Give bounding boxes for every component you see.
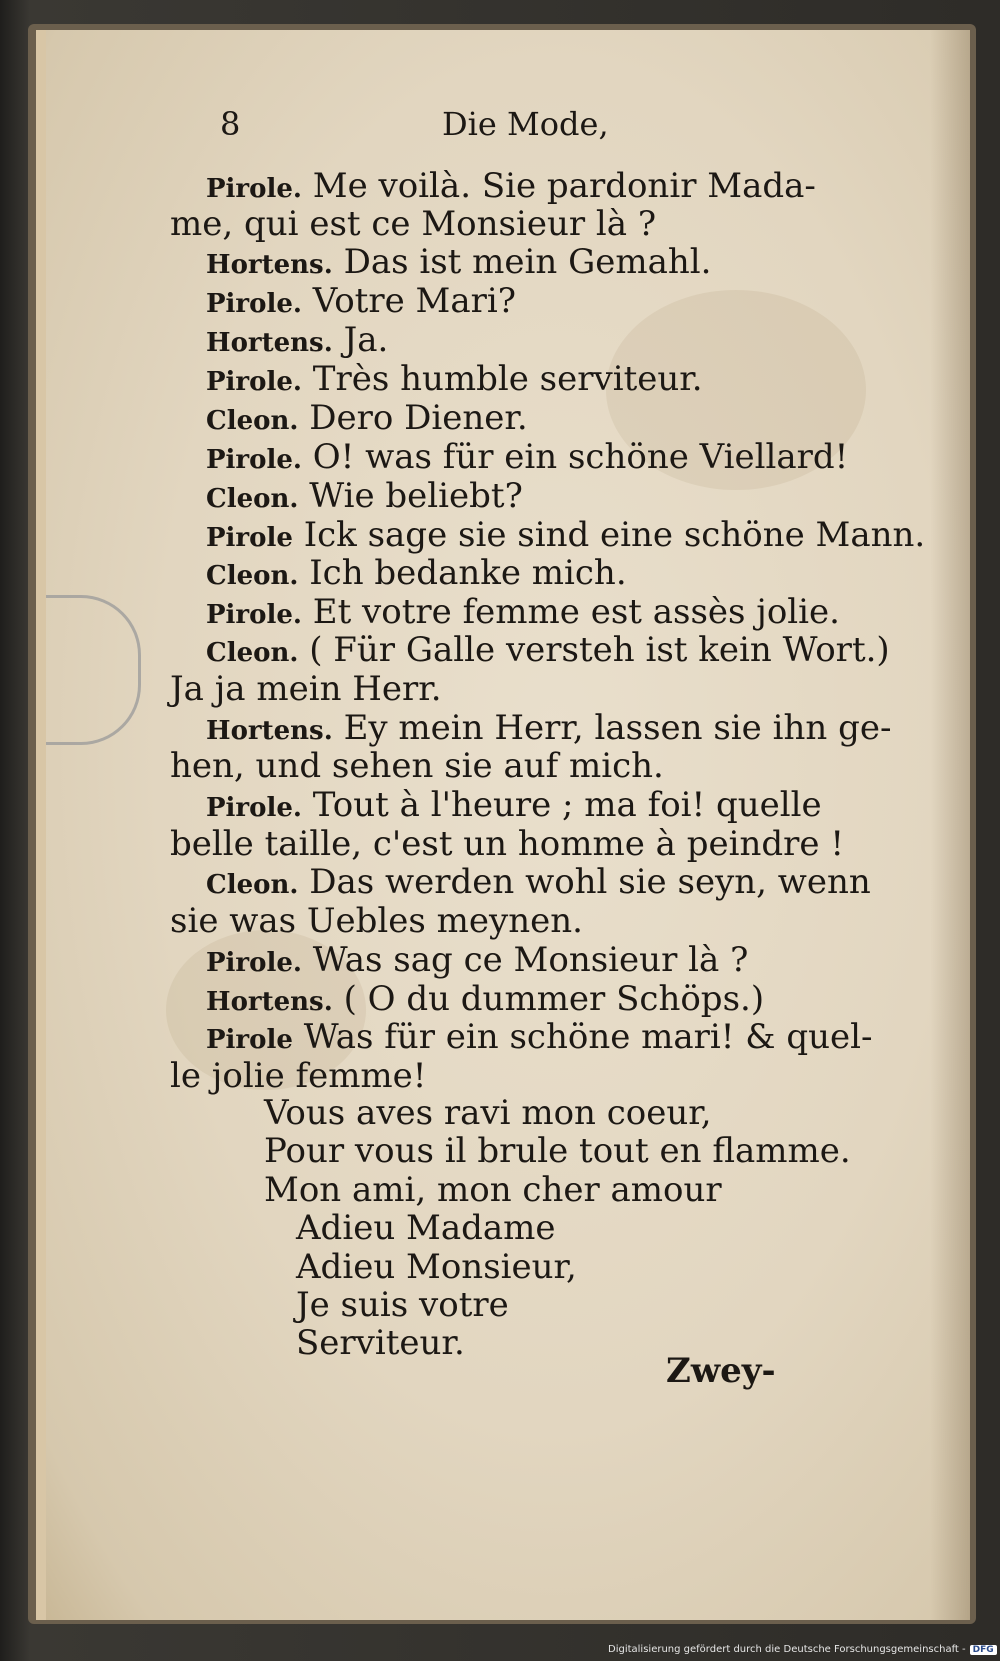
speaker-name: Hortens. — [206, 716, 333, 746]
book-page — [36, 30, 970, 1620]
dfg-logo: DFG — [970, 1645, 997, 1655]
line-text: Das ist mein Gemahl. — [343, 242, 712, 282]
line-text: Ey mein Herr, lassen sie ihn ge- — [343, 708, 892, 748]
speaker-name: Cleon. — [206, 406, 299, 436]
line-text: le jolie femme! — [170, 1056, 427, 1096]
running-head: Die Mode, — [442, 105, 609, 143]
line-text: Et votre femme est assès jolie. — [312, 592, 840, 632]
dialogue-line — [206, 1018, 872, 1059]
dialogue-line — [170, 1057, 426, 1095]
dialogue-line — [206, 980, 764, 1021]
verse-line: Adieu Monsieur, — [296, 1247, 577, 1287]
speaker-name: Pirole. — [206, 445, 302, 475]
line-text: ( O du dummer Schöps.) — [343, 979, 765, 1019]
verse-line: Serviteur. — [296, 1323, 465, 1363]
line-text: Votre Mari? — [312, 281, 516, 321]
speaker-name: Cleon. — [206, 870, 299, 900]
line-text: me, qui est ce Monsieur là ? — [170, 204, 657, 244]
dialogue-line — [206, 167, 816, 208]
line-text: belle taille, c'est un homme à peindre ! — [170, 824, 845, 864]
speaker-name: Pirole. — [206, 367, 302, 397]
verse-line: Vous aves ravi mon coeur, — [264, 1093, 712, 1133]
speaker-name: Hortens. — [206, 987, 333, 1017]
line-text: Wie beliebt? — [309, 476, 523, 516]
digitization-credit — [608, 1644, 997, 1655]
speaker-name: Cleon. — [206, 561, 299, 591]
verse-line: Je suis votre — [296, 1285, 509, 1325]
verse-line: Pour vous il brule tout en flamme. — [264, 1131, 851, 1171]
line-text: sie was Uebles meynen. — [170, 901, 583, 941]
dialogue-line — [170, 205, 656, 243]
speaker-name: Cleon. — [206, 484, 299, 514]
speaker-name: Cleon. — [206, 638, 299, 668]
dialogue-line — [206, 282, 516, 323]
dialogue-line — [170, 825, 844, 863]
catchword: Zwey- — [666, 1351, 776, 1391]
verse-line: Mon ami, mon cher amour — [264, 1170, 722, 1210]
dialogue-line — [170, 747, 664, 785]
line-text: Ick sage sie sind eine schöne Mann. — [303, 515, 926, 555]
credit-text: Digitalisierung gefördert durch die Deutsche Forschungsgemeinschaft - — [608, 1644, 966, 1655]
speaker-name: Hortens. — [206, 250, 333, 280]
line-text: Me voilà. Sie pardonir Mada- — [312, 166, 816, 206]
dialogue-line — [206, 516, 925, 557]
speaker-name: Pirole. — [206, 948, 302, 978]
dialogue-line — [206, 631, 890, 672]
dialogue-line — [206, 554, 627, 595]
dialogue-line — [170, 670, 442, 708]
line-text: Ich bedanke mich. — [309, 553, 627, 593]
verse-line: Adieu Madame — [296, 1208, 556, 1248]
dialogue-line — [206, 243, 711, 284]
dialogue-line — [206, 709, 891, 750]
line-text: ( Für Galle versteh ist kein Wort.) — [309, 630, 890, 670]
speaker-name: Pirole. — [206, 600, 302, 630]
line-text: hen, und sehen sie auf mich. — [170, 746, 664, 786]
dialogue-line — [206, 321, 388, 362]
dialogue-line — [206, 593, 840, 634]
line-text: Das werden wohl sie seyn, wenn — [309, 862, 871, 902]
dialogue-line — [206, 863, 871, 904]
speaker-name: Pirole. — [206, 174, 302, 204]
speaker-name: Pirole — [206, 523, 293, 553]
page-text — [46, 30, 970, 1620]
dialogue-line — [206, 786, 822, 827]
dialogue-line — [206, 399, 528, 440]
dialogue-line — [206, 360, 703, 401]
line-text: Was sag ce Monsieur là ? — [312, 940, 749, 980]
line-text: Dero Diener. — [309, 398, 528, 438]
line-text: Ja. — [343, 320, 389, 360]
speaker-name: Pirole. — [206, 289, 302, 319]
line-text: Très humble serviteur. — [312, 359, 703, 399]
speaker-name: Pirole. — [206, 793, 302, 823]
dialogue-line — [206, 477, 523, 518]
speaker-name: Pirole — [206, 1025, 293, 1055]
dialogue-line — [206, 941, 748, 982]
line-text: Tout à l'heure ; ma foi! quelle — [312, 785, 822, 825]
line-text: Was für ein schöne mari! & quel- — [303, 1017, 873, 1057]
dialogue-line — [170, 902, 583, 940]
speaker-name: Hortens. — [206, 328, 333, 358]
line-text: Ja ja mein Herr. — [170, 669, 442, 709]
page-number: 8 — [220, 105, 241, 143]
line-text: O! was für ein schöne Viellard! — [312, 437, 849, 477]
dialogue-line — [206, 438, 848, 479]
